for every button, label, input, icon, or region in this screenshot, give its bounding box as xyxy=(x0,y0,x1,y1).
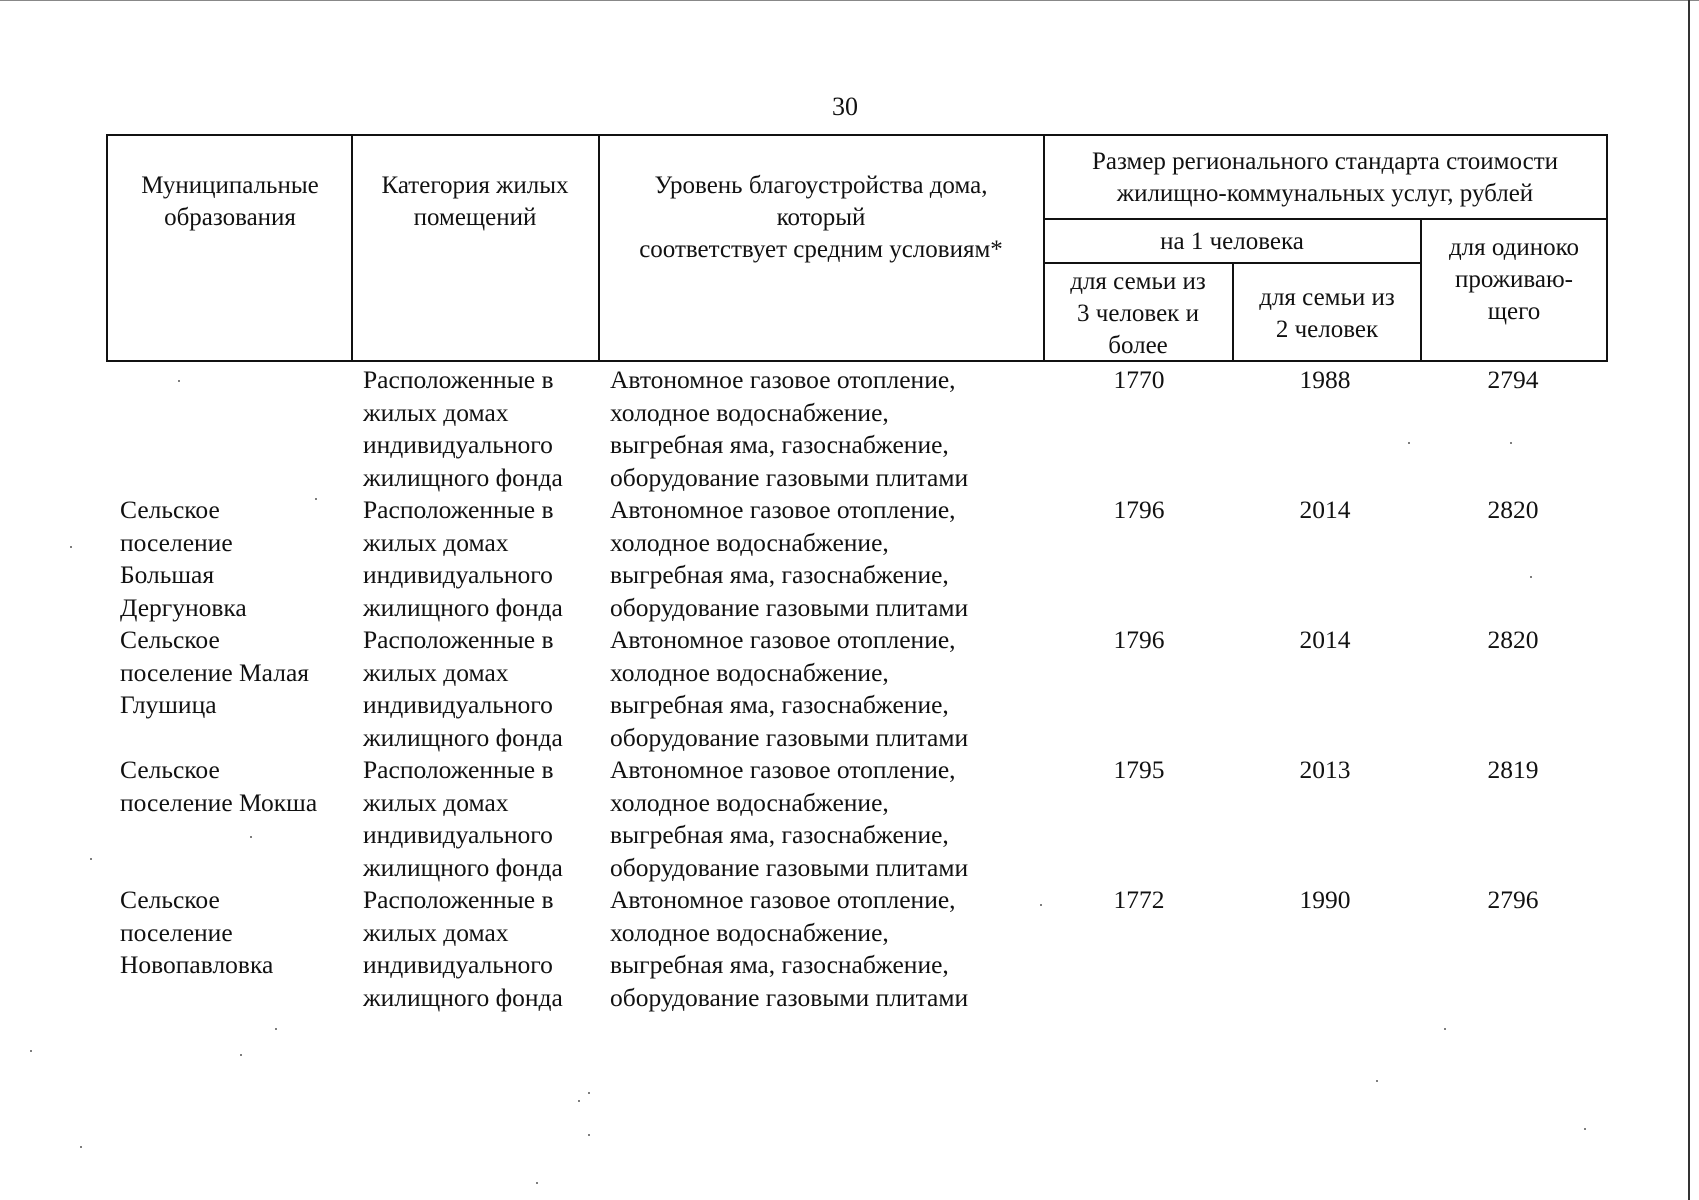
row-single-value: 2820 xyxy=(1487,625,1539,654)
table-header xyxy=(106,134,1608,362)
speck xyxy=(30,1050,32,1052)
speck xyxy=(536,1182,538,1184)
row-category: Расположенные в жилых домах индивидуального жилищного фонда xyxy=(363,625,563,752)
header-divider xyxy=(1043,218,1606,220)
header-level: Уровень благоустройства дома, который соответствует средним условиям* xyxy=(639,172,1003,263)
row-category: Расположенные в жилых домах индивидуального жилищного фонда xyxy=(363,365,563,492)
row-single-value: 2796 xyxy=(1487,885,1539,914)
header-divider xyxy=(1232,262,1234,360)
speck xyxy=(250,836,252,838)
row-municipal: Сельское поселение Большая Дергуновка xyxy=(120,495,247,622)
header-divider xyxy=(351,136,353,360)
row-level: Автономное газовое отопление, холодное водоснабжение, выгребная яма, газоснабжение, оборудование газовыми плитами xyxy=(610,625,969,752)
row-family2-value: 2014 xyxy=(1299,625,1351,654)
row-category: Расположенные в жилых домах индивидуального жилищного фонда xyxy=(363,755,563,882)
scan-right-edge xyxy=(1688,0,1690,1200)
speck xyxy=(588,1134,590,1136)
speck xyxy=(70,546,72,548)
speck xyxy=(578,1100,580,1102)
row-single-value: 2819 xyxy=(1487,755,1539,784)
row-level: Автономное газовое отопление, холодное водоснабжение, выгребная яма, газоснабжение, оборудование газовыми плитами xyxy=(610,365,969,492)
scan-top-edge xyxy=(0,0,1699,1)
row-level: Автономное газовое отопление, холодное водоснабжение, выгребная яма, газоснабжение, оборудование газовыми плитами xyxy=(610,885,969,1012)
speck xyxy=(80,1146,82,1148)
row-family3-value: 1796 xyxy=(1113,495,1165,524)
speck xyxy=(90,858,92,860)
row-single-value: 2794 xyxy=(1487,365,1539,394)
header-family3: для семьи из 3 человек и более xyxy=(1070,268,1206,359)
row-municipal: Сельское поселение Новопавловка xyxy=(120,885,274,979)
speck xyxy=(1040,904,1042,906)
page-number: 30 xyxy=(832,92,858,121)
header-divider xyxy=(598,136,600,360)
speck xyxy=(275,1028,277,1030)
row-family2-value: 1988 xyxy=(1299,365,1351,394)
speck xyxy=(315,498,317,500)
header-single: для одиноко проживаю- щего xyxy=(1448,234,1580,325)
row-municipal: Сельское поселение Малая Глушица xyxy=(120,625,309,719)
speck xyxy=(1408,442,1410,444)
speck xyxy=(1584,1128,1586,1130)
row-municipal: Сельское поселение Мокша xyxy=(120,755,318,817)
header-category: Категория жилых помещений xyxy=(381,172,569,231)
speck xyxy=(588,1092,590,1094)
row-family3-value: 1796 xyxy=(1113,625,1165,654)
header-municipal: Муниципальные образования xyxy=(141,172,319,231)
speck xyxy=(240,1054,242,1056)
speck xyxy=(1510,442,1512,444)
row-family2-value: 2013 xyxy=(1299,755,1351,784)
speck xyxy=(1530,576,1532,578)
header-per-person: на 1 человека xyxy=(1160,228,1304,255)
row-category: Расположенные в жилых домах индивидуального жилищного фонда xyxy=(363,885,563,1012)
header-standard: Размер регионального стандарта стоимости жилищно-коммунальных услуг, рублей xyxy=(1091,148,1559,207)
row-family3-value: 1795 xyxy=(1113,755,1165,784)
speck xyxy=(1376,1080,1378,1082)
row-level: Автономное газовое отопление, холодное водоснабжение, выгребная яма, газоснабжение, оборудование газовыми плитами xyxy=(610,495,969,622)
row-level: Автономное газовое отопление, холодное водоснабжение, выгребная яма, газоснабжение, оборудование газовыми плитами xyxy=(610,755,969,882)
row-family2-value: 2014 xyxy=(1299,495,1351,524)
row-single-value: 2820 xyxy=(1487,495,1539,524)
header-family2: для семьи из 2 человек xyxy=(1259,284,1395,343)
speck xyxy=(1444,1028,1446,1030)
speck xyxy=(178,380,180,382)
row-family2-value: 1990 xyxy=(1299,885,1351,914)
row-family3-value: 1772 xyxy=(1113,885,1165,914)
row-family3-value: 1770 xyxy=(1113,365,1165,394)
header-divider xyxy=(1420,218,1422,360)
header-divider xyxy=(1043,136,1045,360)
row-category: Расположенные в жилых домах индивидуального жилищного фонда xyxy=(363,495,563,622)
